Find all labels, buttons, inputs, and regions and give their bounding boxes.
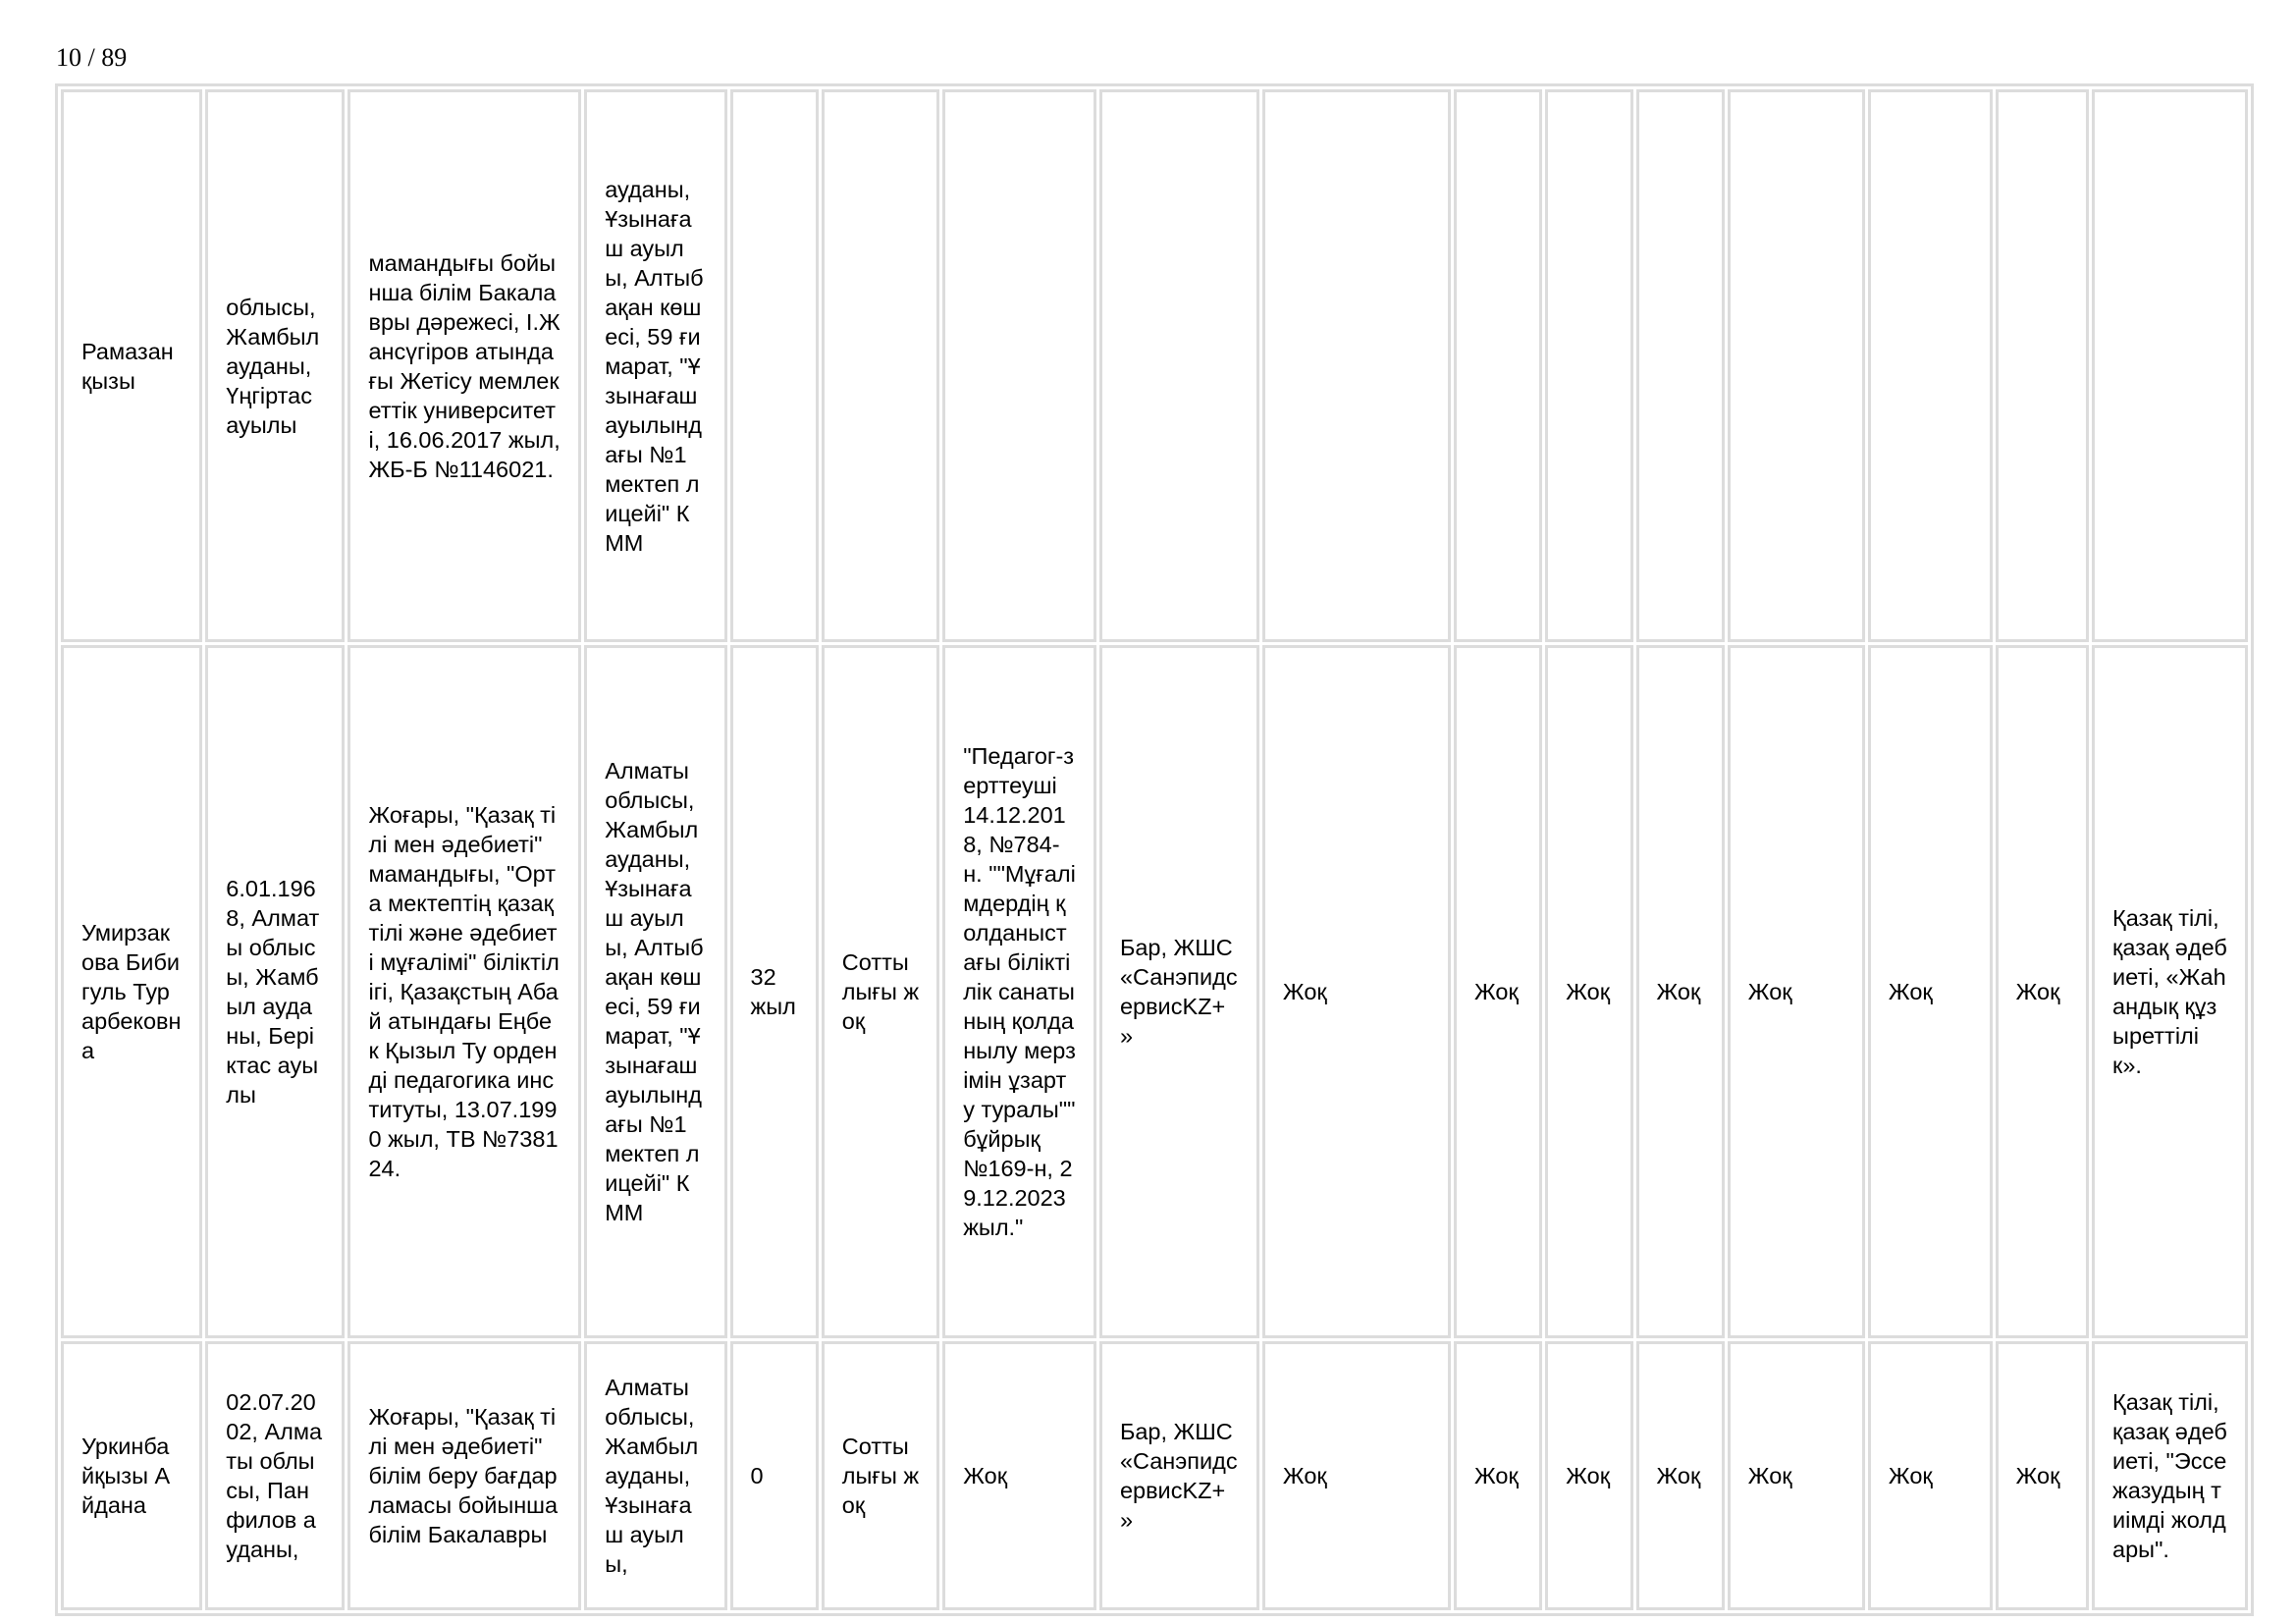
cell-text: Уркинбайқызы Айдана bbox=[81, 1434, 171, 1518]
table-cell bbox=[730, 1341, 819, 1610]
cell-text: Жоқ bbox=[1566, 979, 1611, 1004]
table-cell bbox=[1996, 89, 2089, 642]
cell-text: мамандығы бойынша білім Бакалавры дәрежесі, І.Жансүгіров атындағы Жетісу мемлекеттік университеті, 16.06.2017 жыл, ЖБ-Б №1146021. bbox=[368, 249, 561, 482]
table-row bbox=[61, 645, 2248, 1338]
table-cell bbox=[1099, 645, 1259, 1338]
table-cell bbox=[1868, 1341, 1993, 1610]
cell-text: Қазақ тілі, қазақ әдебиеті, "Эссе жазудың тиімді жолдары". bbox=[2112, 1389, 2227, 1562]
cell-text: 32 жыл bbox=[750, 964, 796, 1019]
table-cell bbox=[1262, 1341, 1451, 1610]
cell-text: Алматы облысы, Жамбыл ауданы, Ұзынағаш ауылы, bbox=[605, 1375, 699, 1577]
table-cell bbox=[2092, 89, 2248, 642]
table-cell bbox=[584, 645, 726, 1338]
cell-text: Жоқ bbox=[1282, 979, 1327, 1004]
table-cell bbox=[942, 1341, 1096, 1610]
table-cell bbox=[1996, 1341, 2089, 1610]
table-cell bbox=[1454, 645, 1542, 1338]
cell-text: Жоқ bbox=[1888, 1463, 1933, 1488]
cell-text: Сотты лығы жоқ bbox=[841, 1434, 920, 1518]
table-cell bbox=[205, 645, 345, 1338]
cell-text: Жоқ bbox=[2015, 1463, 2060, 1488]
cell-text: Сотты лығы жоқ bbox=[841, 949, 920, 1034]
table-cell bbox=[584, 1341, 726, 1610]
table-cell bbox=[1728, 89, 1865, 642]
table-cell bbox=[1728, 645, 1865, 1338]
cell-text: ауданы, Ұзынағаш ауылы, Алтыбақан көшесі, 59 ғимарат, "Ұзынағаш ауылындағы №1 мектеп лицейі" КММ bbox=[605, 176, 704, 556]
cell-text: 6.01.1968, Алматы облысы, Жамбыл ауданы, Беріктас ауылы bbox=[226, 876, 320, 1108]
cell-text: Қазақ тілі, қазақ әдебиеті, «Жаһандық құзыреттілік». bbox=[2112, 905, 2227, 1078]
cell-text: 0 bbox=[750, 1463, 764, 1488]
table-cell bbox=[1262, 645, 1451, 1338]
cell-text: Рамазан қызы bbox=[81, 338, 174, 394]
table-cell bbox=[1996, 645, 2089, 1338]
cell-text: "Педагог-зерттеуші 14.12.2018, №784-н. ""Мұғалімдердің қолданыстағы біліктілік санатының қолданылу мерзімін ұзарту туралы"" бұйрық №169-н, 29.12.2023 жыл." bbox=[963, 743, 1076, 1240]
table-cell bbox=[1545, 645, 1632, 1338]
cell-text: Жоқ bbox=[1747, 979, 1792, 1004]
table-cell bbox=[347, 89, 581, 642]
table-cell bbox=[822, 89, 939, 642]
cell-text: Жоқ bbox=[1888, 979, 1933, 1004]
table-row bbox=[61, 1341, 2248, 1610]
table-cell bbox=[1454, 89, 1542, 642]
table-cell bbox=[61, 645, 202, 1338]
table-cell bbox=[942, 645, 1096, 1338]
records-table bbox=[55, 83, 2254, 1616]
table-cell bbox=[1454, 1341, 1542, 1610]
cell-text: Бар, ЖШС «СанэпидсервисKZ+ » bbox=[1119, 935, 1238, 1049]
table-cell bbox=[1868, 645, 1993, 1338]
cell-text: Умирзакова Бибигуль Турарбековна bbox=[81, 920, 182, 1063]
table-cell bbox=[1636, 89, 1725, 642]
cell-text: Жоқ bbox=[1656, 979, 1701, 1004]
table-cell bbox=[1099, 89, 1259, 642]
table-cell bbox=[1636, 1341, 1725, 1610]
cell-text: Жоғары, "Қазақ тілі мен әдебиеті" білім беру бағдарламасы бойынша білім Бакалавры bbox=[368, 1404, 559, 1547]
table-cell bbox=[1728, 1341, 1865, 1610]
table-cell bbox=[730, 645, 819, 1338]
table-cell bbox=[822, 1341, 939, 1610]
cell-text: Жоқ bbox=[1473, 1463, 1519, 1488]
table-cell bbox=[61, 1341, 202, 1610]
page-number: 10 / 89 bbox=[56, 43, 128, 72]
table-cell bbox=[347, 1341, 581, 1610]
cell-text: Жоқ bbox=[1747, 1463, 1792, 1488]
cell-text: Бар, ЖШС «СанэпидсервисKZ+ » bbox=[1119, 1419, 1238, 1533]
table-cell bbox=[205, 1341, 345, 1610]
table-cell bbox=[1636, 645, 1725, 1338]
cell-text: Жоқ bbox=[1473, 979, 1519, 1004]
cell-text: Жоқ bbox=[1656, 1463, 1701, 1488]
table-cell bbox=[942, 89, 1096, 642]
table-cell bbox=[1545, 89, 1632, 642]
table-cell bbox=[1545, 1341, 1632, 1610]
cell-text: Жоқ bbox=[1282, 1463, 1327, 1488]
table-row bbox=[61, 89, 2248, 642]
cell-text: Алматы облысы, Жамбыл ауданы, Ұзынағаш ауылы, Алтыбақан көшесі, 59 ғимарат, "Ұзынағаш ауылындағы №1 мектеп лицейі" КММ bbox=[605, 758, 704, 1225]
table-cell bbox=[1262, 89, 1451, 642]
table-cell bbox=[584, 89, 726, 642]
table-cell bbox=[1868, 89, 1993, 642]
table-cell bbox=[2092, 1341, 2248, 1610]
cell-text: Жоқ bbox=[1566, 1463, 1611, 1488]
table-cell bbox=[205, 89, 345, 642]
cell-text: Жоқ bbox=[2015, 979, 2060, 1004]
cell-text: Жоғары, "Қазақ тілі мен әдебиеті" мамандығы, "Орта мектептің қазақ тілі және әдебиеті мұғалімі" біліктілігі, Қазақстың Абай атындағы Еңбек Қызыл Ту орденді педагогика институты, 13.07.1990 жыл, ТВ №738124. bbox=[368, 802, 560, 1181]
cell-text: облысы, Жамбыл ауданы, Үңгіртас ауылы bbox=[226, 294, 320, 438]
table-cell bbox=[347, 645, 581, 1338]
table-cell bbox=[730, 89, 819, 642]
table-cell bbox=[61, 89, 202, 642]
table-cell bbox=[822, 645, 939, 1338]
table-cell bbox=[2092, 645, 2248, 1338]
table-cell bbox=[1099, 1341, 1259, 1610]
cell-text: 02.07.2002, Алматы облысы, Панфилов ауданы, bbox=[226, 1389, 323, 1562]
cell-text: Жоқ bbox=[963, 1463, 1007, 1488]
